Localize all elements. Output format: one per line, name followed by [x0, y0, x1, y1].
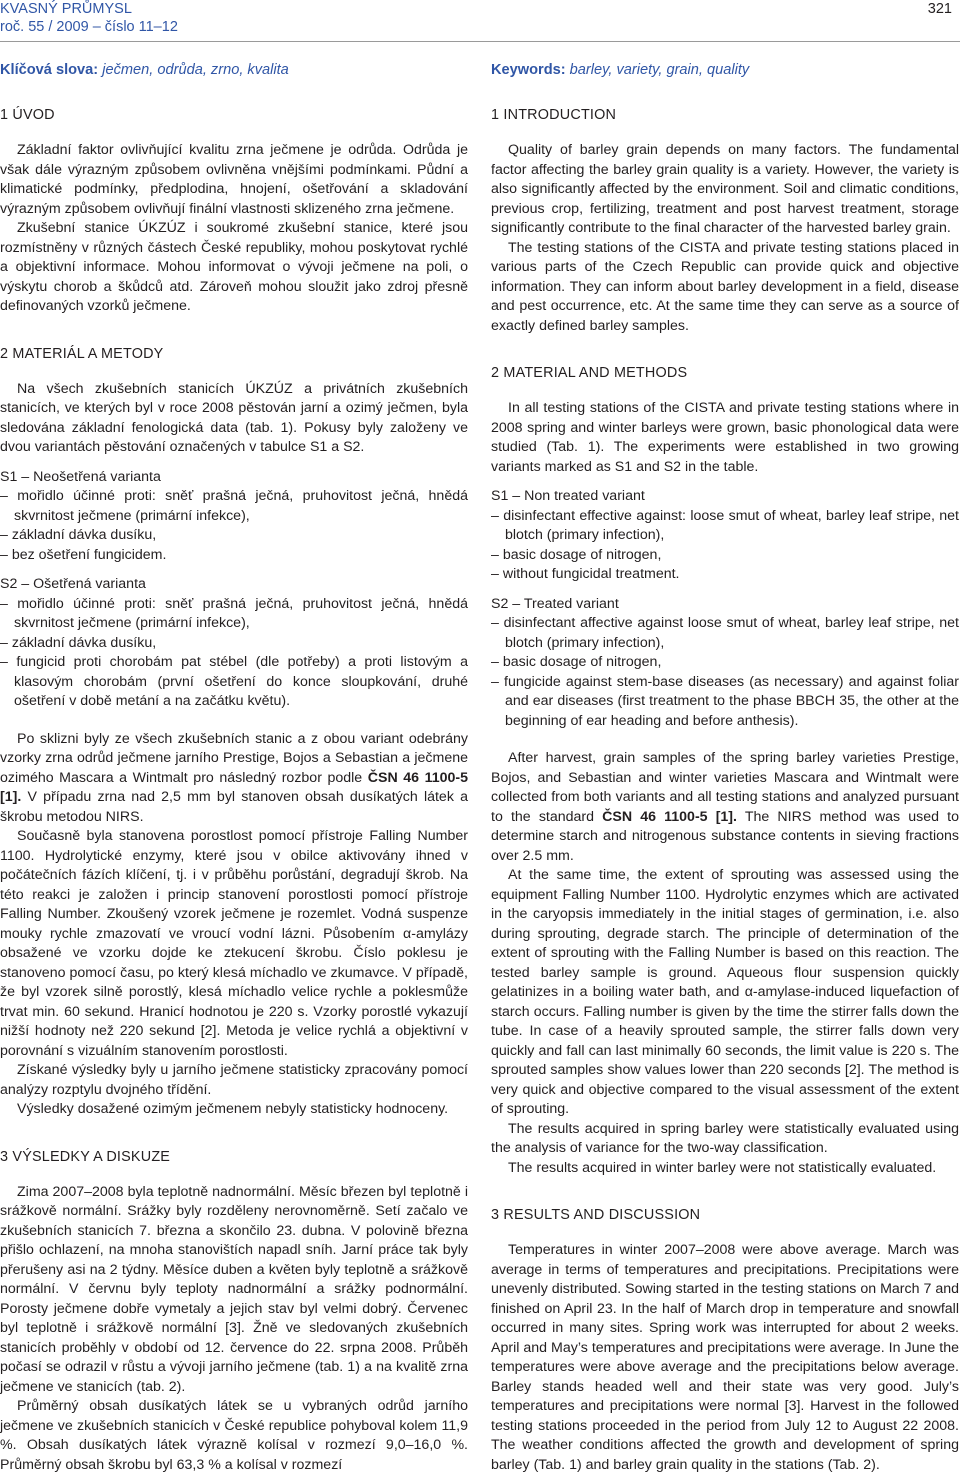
variant-title: S2 – Treated variant [491, 595, 619, 612]
variant-title: S1 – Neošetřená varianta [0, 468, 161, 485]
paragraph: Průměrný obsah dusíkatých látek se u vybraných odrůd jarního ječmene ve zkušebních stanicích v České republice pohyboval kolem 11,9 %. Obsah dusíkatých látek výrazně kolísal v rozmezí 9,0–16,0 %. Průměrný obsah škrobu byl 63,3 % a kolísal v rozmezí [0, 1398, 468, 1473]
section-title: 2 MATERIAL AND METHODS [491, 365, 688, 381]
journal-header [0, 0, 178, 36]
paragraph: The testing stations of the CISTA and private testing stations placed in various parts of the Czech Republic can provide quick and objective information. They can inform about barley development in a field, disease and pest occurrence, etc. At the same time they can serve as a source of exactly defined barley samples. [491, 239, 959, 334]
paragraph: Výsledky dosažené ozimým ječmenem nebyly statisticky hodnoceny. [17, 1101, 449, 1117]
paragraph: Quality of barley grain depends on many factors. The fundamental factor affecting the barley grain quality is a variety. However, the variety is also significantly affected by the environment. Soil and climatic conditions, previous crop, fertilizing, treatment and post harvest treatment, storage significantly contribute to the final character of the harvested barley grain. [491, 142, 959, 236]
keywords-label: Keywords: [491, 62, 566, 78]
list-item: – mořidlo účinné proti: sněť prašná ječná, pruhovitost ječná, hnědá skvrnitost ječmene (primární infekce), [0, 595, 468, 634]
paragraph-text: V případu zrna nad 2,5 mm byl stanoven obsah dusíkatých látek a škrobu metodou NIRS. [0, 789, 469, 825]
section-title: 1 ÚVOD [0, 107, 55, 123]
standard-reference: ČSN 46 1100-5 [1]. [0, 769, 468, 805]
paragraph-text: Po sklizni byly ze všech zkušebních stanic a z obou variant odebrány vzorky zrna odrůd ječmene jarního Prestige, Bojos a Sebastian a ječmene ozimého Mascara a Wintmalt pro následný rozbor podle [0, 730, 468, 786]
variant-list [0, 487, 468, 565]
header-rule [0, 41, 960, 42]
variant-list [491, 614, 959, 731]
list-item: – without fungicidal treatment. [491, 565, 959, 585]
section-title: 3 RESULTS AND DISCUSSION [491, 1207, 701, 1223]
paragraph-text: The NIRS method was used to determine starch and nitrogenous substance contents in sieving fractions over 2.5 mm. [491, 808, 959, 864]
paragraph: Temperatures in winter 2007–2008 were above average. March was average in terms of temperatures and precipitations. Precipitations were unevenly distributed. Sowing started in the testing stations on March 7 and finished on April 23. In the half of March drop in temperature and snowfall occurred in many sites. Spring work was interrupted for about 2 weeks. April and May’s temperatures and precipitations were average. In June the temperatures were above average and the precipitations below average. Barley stands headed well and their state was very good. July’s temperatures and precipitations were normal [3]. Harvest in the followed testing stations proceeded in the period from July 12 to August 22 2008. The weather conditions affected the growth and development of spring barley (Tab. 1) and barley grain quality in the stations (Tab. 2). [491, 1242, 959, 1473]
paragraph: Získané výsledky byly u jarního ječmene statisticky zpracovány pomocí analýzy rozptylu dvojného třídění. [0, 1062, 468, 1098]
list-item: – základní dávka dusíku, [0, 526, 468, 546]
section-title: 1 INTRODUCTION [491, 107, 617, 123]
list-item: – fungicide against stem-base diseases (as necessary) and against foliar and ear diseases (first treatment to the phase BBCH 35, the other at the beginning of ear heading and before anthesis). [491, 673, 959, 732]
section-title: 2 MATERIÁL A METODY [0, 345, 164, 362]
keywords-label: Klíčová slova: [0, 62, 99, 78]
list-item: – mořidlo účinné proti: sněť prašná ječná, pruhovitost ječná, hnědá skvrnitost ječmene (primární infekce), [0, 487, 468, 526]
keywords-values: ječmen, odrůda, zrno, kvalita [102, 62, 289, 78]
list-item: – disinfectant affective against loose smut of wheat, barley leaf stripe, net blotch (primary infection), [491, 614, 959, 653]
paragraph: Na všech zkušebních stanicích ÚKZÚZ a privátních zkušebních stanicích, ve kterých byl v roce 2008 pěstován jarní a ozimý ječmen, byla sledována základní fenologická data (tab. 1). Pokusy byly založeny ve dvou variantách pěstování označených v tabulce S1 a S2. [0, 380, 468, 455]
keywords-values: barley, variety, grain, quality [569, 62, 750, 78]
keywords-en [491, 60, 959, 80]
standard-reference: ČSN 46 1100-5 [1]. [602, 808, 737, 825]
page-number: 321 [927, 1, 952, 17]
paragraph-text: After harvest, grain samples of the spring barley varieties Prestige, Bojos, and Sebastian and winter varieties Mascara and Wintmalt were collected from both variants and all testing stations and analyzed pursuant to the standard [491, 750, 959, 825]
list-item: – fungicid proti chorobám pat stébel (dle potřeby) a proti listovým a klasovým chorobám (první ošetření do konce sloupkování, druhé ošetření v době metání a na začátku květu). [0, 653, 468, 712]
list-item: – disinfectant effective against: loose smut of wheat, barley leaf stripe, net blotch (primary infection), [491, 507, 959, 546]
paragraph: In all testing stations of the CISTA and private testing stations where in 2008 spring and winter barleys were grown, basic phonological data were studied (Tab. 1). The experiments were established in two growing variants marked as S1 and S2 in the table. [491, 400, 959, 475]
variant-title: S1 – Non treated variant [491, 488, 645, 504]
keywords-cz [0, 60, 468, 80]
paragraph: Současně byla stanovena porostlost pomocí přístroje Falling Number 1100. Hydrolytické enzymy, které jsou v obilce aktivovány ihned v počátečních fázích klíčení, tj. i v průběhu porůstání, degradují škrob. Na této reakci je založen i princip stanovení porostlosti pomocí přístroje Falling Number. Zkoušený vzorek ječmene je rozemlet. Vodná suspenze mouky rychle zmazovatí ve vroucí vodní lázni. Působením α-amylázy obsažené ve vzorku dojde ke ztekucení škrobu. Číslo poklesu je stanoveno pomocí času, po který klesá míchadlo ve zkumavce. V případě, že byl vzorek silně porostlý, klesá míchadlo velice rychle a poklesmůže trvat min. 60 sekund. Hranicí hodnotou je 220 s. Vzorky porostlé vykazují nižší hodnoty než 220 sekund [2]. Metoda je velice rychlá a objektivní v porovnání s vizuálním stanovením porostlosti. [0, 828, 468, 1059]
paragraph [0, 730, 468, 828]
paragraph: Zima 2007–2008 byla teplotně nadnormální. Měsíc březen byl teplotně i srážkově normální. Srážky byly rozděleny nerovnoměrně. Setí začalo ve zkušebních stanicích 7. března a skončilo 23. dubna. V polovině března přišlo ochlazení, na mnoha stanovištích napadl sníh. Jarní práce tak byly přerušeny asi na 2 týdny. Měsíce duben a květen byly teplotně a srážkově normální. V červnu byly teploty nadnormální a srážky podnormální. Porosty ječmene dobře vymetaly a jejich stav byl velmi dobrý. Červenec byl teplotně i srážkově normální [3]. Žně ve sledovaných zkušebních stanicích proběhly v období od 12. července do 22. srpna 2008. Průběh počasí se odrazil v růstu a vývoji jarního ječmene (tab. 1) a na kvalitě zrna ječmene ve stanicích (tab. 2). [0, 1183, 468, 1395]
english-column [491, 60, 959, 1475]
list-item: – základní dávka dusíku, [0, 634, 468, 654]
paragraph [491, 749, 959, 866]
paragraph: The results acquired in spring barley were statistically evaluated using the analysis of variance for the two-way classification. [491, 1120, 959, 1156]
journal-title: KVASNÝ PRŮMYSL [0, 1, 132, 17]
list-item: – basic dosage of nitrogen, [491, 546, 959, 566]
journal-issue: roč. 55 / 2009 – číslo 11–12 [0, 19, 178, 35]
paragraph: Základní faktor ovlivňující kvalitu zrna ječmene je odrůda. Odrůda je však dále výrazným způsobem ovlivněna vnějšími podmínkami. Půdní a klimatické podmínky, předplodina, hnojení, ošetřování a skladování výrazným způsobem ovlivňují finální vlastnosti sklizeného zrna ječmene. [0, 142, 468, 217]
variant-list [491, 507, 959, 585]
list-item: – basic dosage of nitrogen, [491, 653, 959, 673]
variant-title: S2 – Ošetřená varianta [0, 576, 146, 592]
paragraph: At the same time, the extent of sprouting was assessed using the equipment Falling Number 1100. Hydrolytic enzymes which are activated in the caryopsis immediately in the initial stages of germination, i.e. also during sprouting, degrade starch. The principle of determination of the extent of sprouting with the Falling Number is based on this reaction. The tested barley sample is ground. Aqueous flour suspension quickly gelatinizes in a boiling water bath, and α-amylase-induced liquefaction of starch occurs. Falling number is given by the time the stirrer falls down the tube. In case of a heavily sprouted sample, the stirrer falls down very quickly and fall can last minimally 60 seconds, the limit value is 220 s. The sprouted samples show values lower than 220 seconds [2]. The method is very quick and objective compared to the visual assessment of the extent of sprouting. [491, 867, 959, 1117]
czech-column [0, 60, 468, 1475]
paragraph: Zkušební stanice ÚKZÚZ i soukromé zkušební stanice, které jsou rozmístněny v různých částech České republiky, mohou poskytovat rychlé a objektivní informace. Mohou informovat o vývoji ječmene na poli, o výskytu chorob a škůdců atd. Zároveň mohou sloužit jako zdroj přesně definovaných vzorků ječmene. [0, 220, 468, 314]
variant-list [0, 595, 468, 712]
paragraph: The results acquired in winter barley were not statistically evaluated. [508, 1159, 937, 1176]
section-title: 3 VÝSLEDKY A DISKUZE [0, 1148, 171, 1165]
list-item: – bez ošetření fungicidem. [0, 546, 468, 566]
